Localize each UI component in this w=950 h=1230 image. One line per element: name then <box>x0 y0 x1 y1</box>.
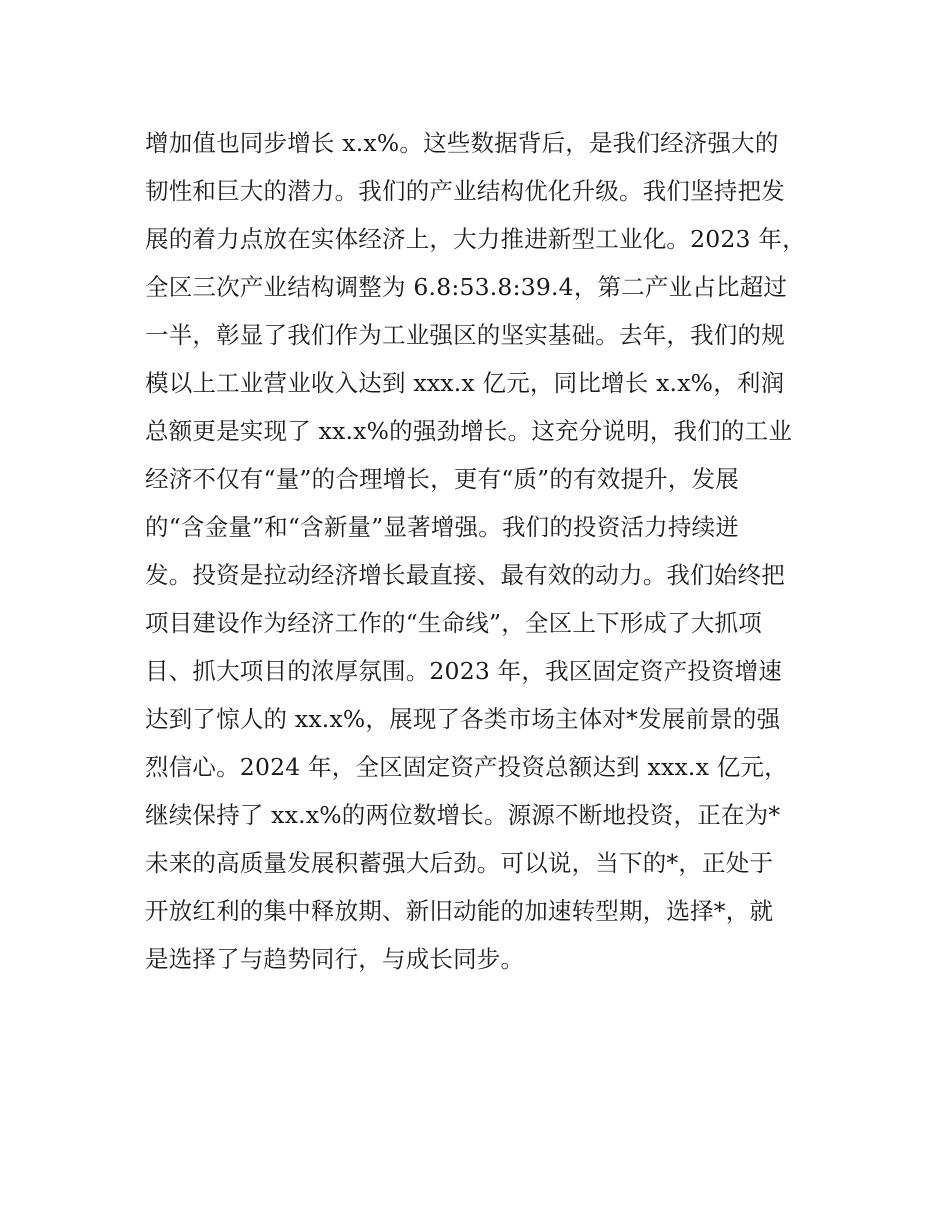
paragraph-line: 韧性和巨大的潜力。我们的产业结构优化升级。我们坚持把发 <box>145 177 785 205</box>
paragraph-line: 达到了惊人的 xx.x%，展现了各类市场主体对*发展前景的强 <box>145 705 781 733</box>
paragraph-line: 开放红利的集中释放期、新旧动能的加速转型期，选择*，就 <box>145 897 774 925</box>
paragraph-line: 全区三次产业结构调整为 6.8:53.8:39.4，第二产业占比超过 <box>145 273 788 301</box>
paragraph-line: 继续保持了 xx.x%的两位数增长。源源不断地投资，正在为* <box>145 801 781 829</box>
paragraph-line: 烈信心。2024 年，全区固定资产投资总额达到 xxx.x 亿元， <box>145 753 788 781</box>
paragraph-line: 一半，彰显了我们作为工业强区的坚实基础。去年，我们的规 <box>145 321 785 349</box>
paragraph-line: 增加值也同步增长 x.x%。这些数据背后，是我们经济强大的 <box>145 129 779 157</box>
paragraph-line: 的“含金量”和“含新量”显著增强。我们的投资活力持续迸 <box>145 513 739 541</box>
paragraph-line: 未来的高质量发展积蓄强大后劲。可以说，当下的*，正处于 <box>145 849 774 877</box>
paragraph-line: 目、抓大项目的浓厚氛围。2023 年，我区固定资产投资增速 <box>145 657 783 685</box>
paragraph-line: 总额更是实现了 xx.x%的强劲增长。这充分说明，我们的工业 <box>145 417 793 445</box>
paragraph-line: 发。投资是拉动经济增长最直接、最有效的动力。我们始终把 <box>145 561 785 589</box>
paragraph-line: 是选择了与趋势同行，与成长同步。 <box>145 945 525 973</box>
paragraph-line: 展的着力点放在实体经济上，大力推进新型工业化。2023 年， <box>145 225 806 253</box>
paragraph-line: 模以上工业营业收入达到 xxx.x 亿元，同比增长 x.x%，利润 <box>145 369 785 397</box>
paragraph-line: 经济不仅有“量”的合理增长，更有“质”的有效提升，发展 <box>145 465 739 493</box>
paragraph-line: 项目建设作为经济工作的“生命线”，全区上下形成了大抓项 <box>145 609 762 637</box>
